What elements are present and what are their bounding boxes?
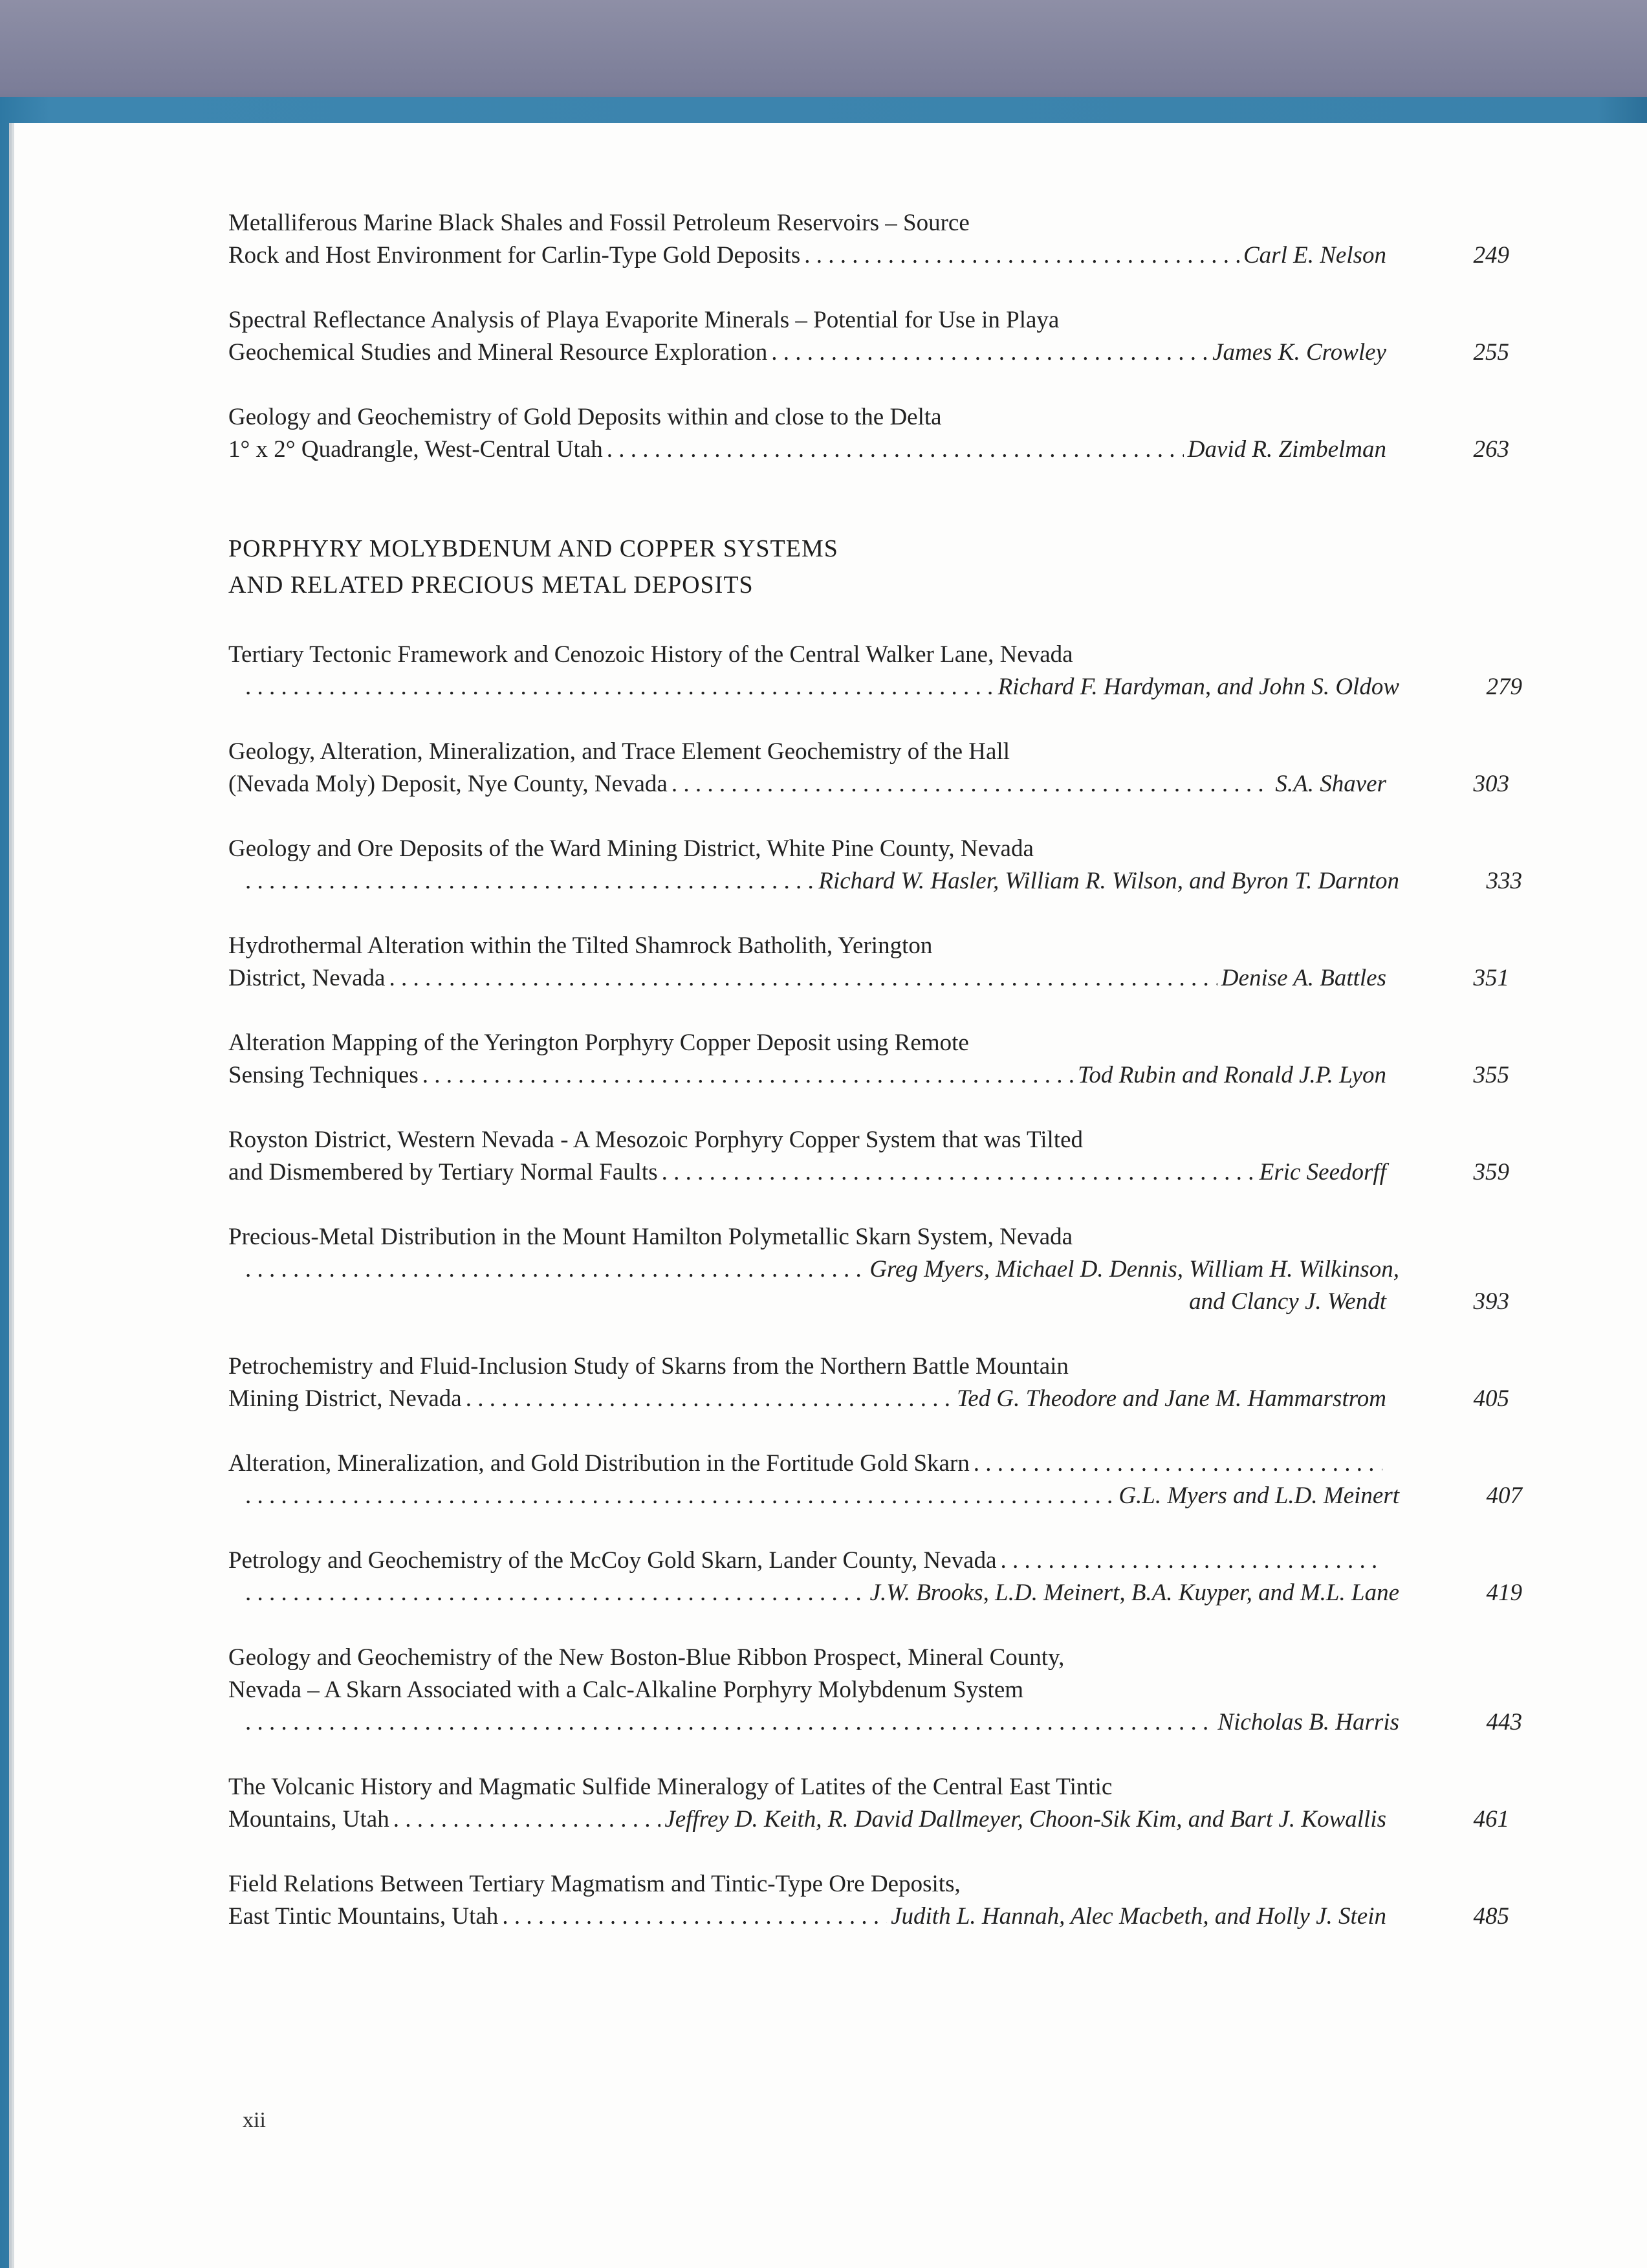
leader-dots	[771, 336, 1208, 369]
entry-page-number: 393	[1473, 1288, 1509, 1315]
entry-page-number: 419	[1486, 1580, 1522, 1606]
toc-entry	[228, 639, 1522, 703]
entry-author: Ted G. Theodore and Jane M. Hammarstrom	[957, 1385, 1386, 1412]
entry-page-number: 249	[1473, 242, 1509, 269]
entry-author: James K. Crowley	[1212, 339, 1386, 366]
entry-title-line: Mountains, Utah	[228, 1806, 389, 1833]
entry-title-line: Tertiary Tectonic Framework and Cenozoic History of the Central Walker Lane, Nevada	[228, 641, 1073, 668]
entry-author: Richard W. Hasler, William R. Wilson, and Byron T. Darnton	[818, 868, 1399, 894]
entry-author: Carl E. Nelson	[1243, 242, 1386, 269]
entry-author: Nicholas B. Harris	[1217, 1709, 1399, 1735]
entry-author-continued: and Clancy J. Wendt	[1189, 1288, 1386, 1315]
entry-page-number: 351	[1473, 965, 1509, 991]
entry-page-number: 485	[1473, 1903, 1509, 1930]
entry-page-number: 461	[1473, 1806, 1509, 1833]
entry-author: Richard F. Hardyman, and John S. Oldow	[998, 674, 1399, 700]
toc-entry	[228, 1350, 1509, 1415]
entry-title-line: Hydrothermal Alteration within the Tilted Shamrock Batholith, Yerington	[228, 932, 933, 959]
entry-page-number: 443	[1486, 1709, 1522, 1735]
table-of-contents	[228, 207, 1522, 1965]
toc-entry	[228, 736, 1509, 800]
entry-author: G.L. Myers and L.D. Meinert	[1118, 1482, 1399, 1509]
entry-title-line: Geochemical Studies and Mineral Resource Exploration	[228, 339, 768, 366]
toc-entry	[228, 1868, 1509, 1933]
toc-entry	[228, 1027, 1509, 1092]
entry-title-line: Rock and Host Environment for Carlin-Type Gold Deposits	[228, 242, 801, 269]
leader-dots	[245, 1480, 1115, 1512]
entry-author: Denise A. Battles	[1221, 965, 1386, 991]
entry-title-line: Mining District, Nevada	[228, 1385, 462, 1412]
leader-dots	[804, 239, 1239, 272]
entry-page-number: 263	[1473, 436, 1509, 463]
entry-page-number: 359	[1473, 1159, 1509, 1185]
entry-page-number: 407	[1486, 1482, 1522, 1509]
toc-entry	[228, 1221, 1509, 1318]
entry-title-line: Geology and Ore Deposits of the Ward Mining District, White Pine County, Nevada	[228, 835, 1034, 862]
entry-title-line: Petrochemistry and Fluid-Inclusion Study of Skarns from the Northern Battle Mountain	[228, 1353, 1069, 1380]
toc-entry	[228, 1771, 1509, 1836]
leader-dots	[502, 1900, 887, 1933]
leader-dots	[974, 1448, 1382, 1480]
entry-page-number: 255	[1473, 339, 1509, 366]
leader-dots	[671, 768, 1272, 800]
entry-author: Eric Seedorff	[1259, 1159, 1386, 1185]
entry-author: David R. Zimbelman	[1187, 436, 1386, 463]
leader-dots	[466, 1383, 953, 1415]
leader-dots	[1001, 1545, 1382, 1577]
entry-title-line: Geology and Geochemistry of the New Boston-Blue Ribbon Prospect, Mineral County,	[228, 1644, 1065, 1671]
toc-entry	[228, 401, 1509, 466]
leader-dots	[245, 865, 814, 897]
entry-title-line: Alteration Mapping of the Yerington Porphyry Copper Deposit using Remote	[228, 1029, 969, 1056]
leader-dots	[245, 1706, 1214, 1739]
section-heading-line: PORPHYRY MOLYBDENUM AND COPPER SYSTEMS	[228, 535, 838, 562]
entry-author: Judith L. Hannah, Alec Macbeth, and Holly J. Stein	[891, 1903, 1386, 1930]
leader-dots	[393, 1803, 661, 1836]
entry-title-line: 1° x 2° Quadrangle, West-Central Utah	[228, 436, 603, 463]
entry-title-line: Geology, Alteration, Mineralization, and Trace Element Geochemistry of the Hall	[228, 738, 1010, 765]
toc-entry	[228, 1448, 1522, 1512]
entry-title-line: Petrology and Geochemistry of the McCoy Gold Skarn, Lander County, Nevada	[228, 1547, 997, 1574]
section-heading-line: AND RELATED PRECIOUS METAL DEPOSITS	[228, 571, 754, 599]
entry-title-line: and Dismembered by Tertiary Normal Faults	[228, 1159, 658, 1185]
leader-dots	[245, 1253, 866, 1286]
leader-dots	[422, 1059, 1074, 1092]
toc-entry	[228, 833, 1522, 897]
toc-entry	[228, 930, 1509, 995]
entry-title-line: Field Relations Between Tertiary Magmatism and Tintic-Type Ore Deposits,	[228, 1871, 961, 1897]
entry-title-line: Metalliferous Marine Black Shales and Fossil Petroleum Reservoirs – Source	[228, 210, 970, 236]
leader-dots	[662, 1156, 1256, 1189]
leader-dots	[389, 962, 1217, 995]
entry-title-line: (Nevada Moly) Deposit, Nye County, Nevada	[228, 771, 668, 797]
entry-page-number: 355	[1473, 1062, 1509, 1088]
background-top	[0, 0, 1647, 113]
entry-page-number: 333	[1486, 868, 1522, 894]
toc-entry	[228, 1642, 1522, 1739]
entry-author: Greg Myers, Michael D. Dennis, William H. Wilkinson,	[869, 1256, 1399, 1283]
entry-title-line: Precious-Metal Distribution in the Mount Hamilton Polymetallic Skarn System, Nevada	[228, 1224, 1073, 1250]
entry-title-line: Sensing Techniques	[228, 1062, 419, 1088]
entry-title-line: Geology and Geochemistry of Gold Deposits within and close to the Delta	[228, 404, 942, 430]
toc-entry	[228, 1545, 1522, 1609]
entry-title-line: Alteration, Mineralization, and Gold Distribution in the Fortitude Gold Skarn	[228, 1450, 970, 1477]
toc-entry	[228, 207, 1509, 272]
entry-author: Jeffrey D. Keith, R. David Dallmeyer, Choon-Sik Kim, and Bart J. Kowallis	[664, 1806, 1386, 1833]
entry-page-number: 303	[1473, 771, 1509, 797]
entry-title-line: East Tintic Mountains, Utah	[228, 1903, 499, 1930]
leader-dots	[245, 1577, 866, 1609]
leader-dots	[245, 671, 994, 703]
page-folio: xii	[243, 2108, 266, 2132]
entry-page-number: 405	[1473, 1385, 1509, 1412]
toc-entry	[228, 304, 1509, 369]
entry-title-line: Nevada – A Skarn Associated with a Calc-Alkaline Porphyry Molybdenum System	[228, 1677, 1024, 1703]
toc-entry	[228, 1124, 1509, 1189]
entry-page-number: 279	[1486, 674, 1522, 700]
entry-title-line: Royston District, Western Nevada - A Mesozoic Porphyry Copper System that was Tilted	[228, 1127, 1084, 1153]
entry-title-line: District, Nevada	[228, 965, 386, 991]
leader-dots	[607, 434, 1184, 466]
entry-author: Tod Rubin and Ronald J.P. Lyon	[1078, 1062, 1386, 1088]
entry-author: S.A. Shaver	[1275, 771, 1386, 797]
entry-title-line: The Volcanic History and Magmatic Sulfide Mineralogy of Latites of the Central East Tintic	[228, 1774, 1113, 1800]
entry-author: J.W. Brooks, L.D. Meinert, B.A. Kuyper, and M.L. Lane	[869, 1580, 1399, 1606]
section-heading	[228, 531, 1509, 603]
entry-title-line: Spectral Reflectance Analysis of Playa Evaporite Minerals – Potential for Use in Playa	[228, 307, 1060, 333]
